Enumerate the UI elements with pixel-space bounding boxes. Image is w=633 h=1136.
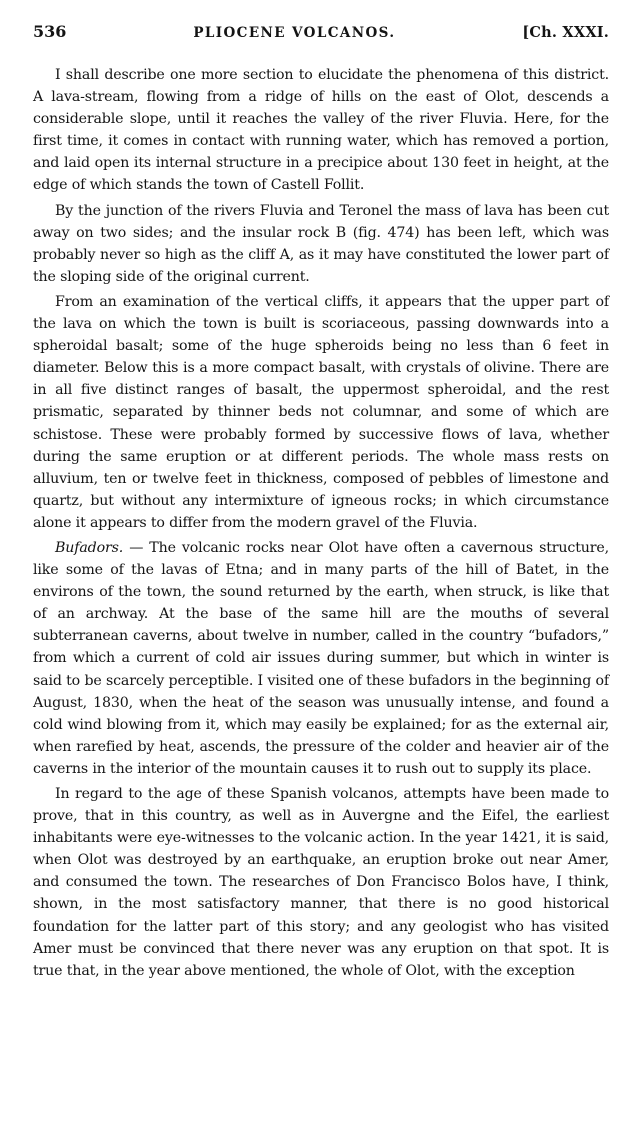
paragraph-text: From an examination of the vertical cliffs, it appears that the upper part of the lava on which the town is built is scoriaceous, passing downwards into a spheroidal basalt; some of the huge spheroids being no less than 6 feet in diameter. Below this is a more compact basalt, with crystals of olivine. There are in all five distinct ranges of basalt, the uppermost spheroidal, and the rest prismatic, separated by thinner beds not columnar, and some of which are schistose. These were probably formed by successive flows of lava, whether during the same eruption or at different periods. The whole mass rests on alluvium, ten or twelve feet in thickness, composed of pebbles of limestone and quartz, but without any intermixture of igneous rocks; in which circumstance alone it appears to differ from the modern gravel of the Fluvia. <box>33 293 609 531</box>
paragraph-age-of-volcanos <box>33 783 609 982</box>
paragraph-bufadors <box>33 537 609 780</box>
running-title: PLIOCENE VOLCANOS. <box>193 25 396 41</box>
page-number: 536 <box>33 22 67 41</box>
paragraph-text: By the junction of the rivers Fluvia and Teronel the mass of lava has been cut away on two sides; and the insular rock B (fig. 474) has been left, which was probably never so high as the cliff A, as it may have constituted the lower part of the sloping side of the original current. <box>33 202 609 285</box>
paragraph-vertical-cliffs <box>33 291 609 534</box>
paragraph-castell-follit <box>33 64 609 197</box>
running-head <box>33 22 609 62</box>
paragraph-insular-rock <box>33 200 609 288</box>
page-body <box>33 64 609 982</box>
chapter-reference: [Ch. XXXI. <box>522 24 609 41</box>
paragraph-lead-bufadors: Bufadors. <box>55 539 124 556</box>
paragraph-text: — The volcanic rocks near Olot have often a cavernous structure, like some of the lavas of Etna; and in many parts of the hill of Batet, in the environs of the town, the sound returned by the earth, when struck, is like that of an archway. At the base of the same hill are the mouths of several subterranean caverns, about twelve in number, called in the country “bufadors,” from which a current of cold air issues during summer, but which in winter is said to be scarcely perceptible. I visited one of these bufadors in the beginning of August, 1830, when the heat of the season was unusually intense, and found a cold wind blowing from it, which may easily be explained; for as the external air, when rarefied by heat, ascends, the pressure of the colder and heavier air of the caverns in the interior of the mountain causes it to rush out to supply its place. <box>33 539 609 777</box>
paragraph-text: I shall describe one more section to elucidate the phenomena of this district. A lava-stream, flowing from a ridge of hills on the east of Olot, descends a considerable slope, until it reaches the valley of the river Fluvia. Here, for the first time, it comes in contact with running water, which has removed a portion, and laid open its internal structure in a precipice about 130 feet in height, at the edge of which stands the town of Castell Follit. <box>33 67 609 194</box>
paragraph-text: In regard to the age of these Spanish volcanos, attempts have been made to prove, that in this country, as well as in Auvergne and the Eifel, the earliest inhabitants were eye-witnesses to the volcanic action. In the year 1421, it is said, when Olot was destroyed by an earthquake, an eruption broke out near Amer, and consumed the town. The researches of Don Francisco Bolos have, I think, shown, in the most satisfactory manner, that there is no good historical foundation for the latter part of this story; and any geologist who has visited Amer must be convinced that there never was any eruption on that spot. It is true that, in the year above mentioned, the whole of Olot, with the exception <box>33 786 609 979</box>
